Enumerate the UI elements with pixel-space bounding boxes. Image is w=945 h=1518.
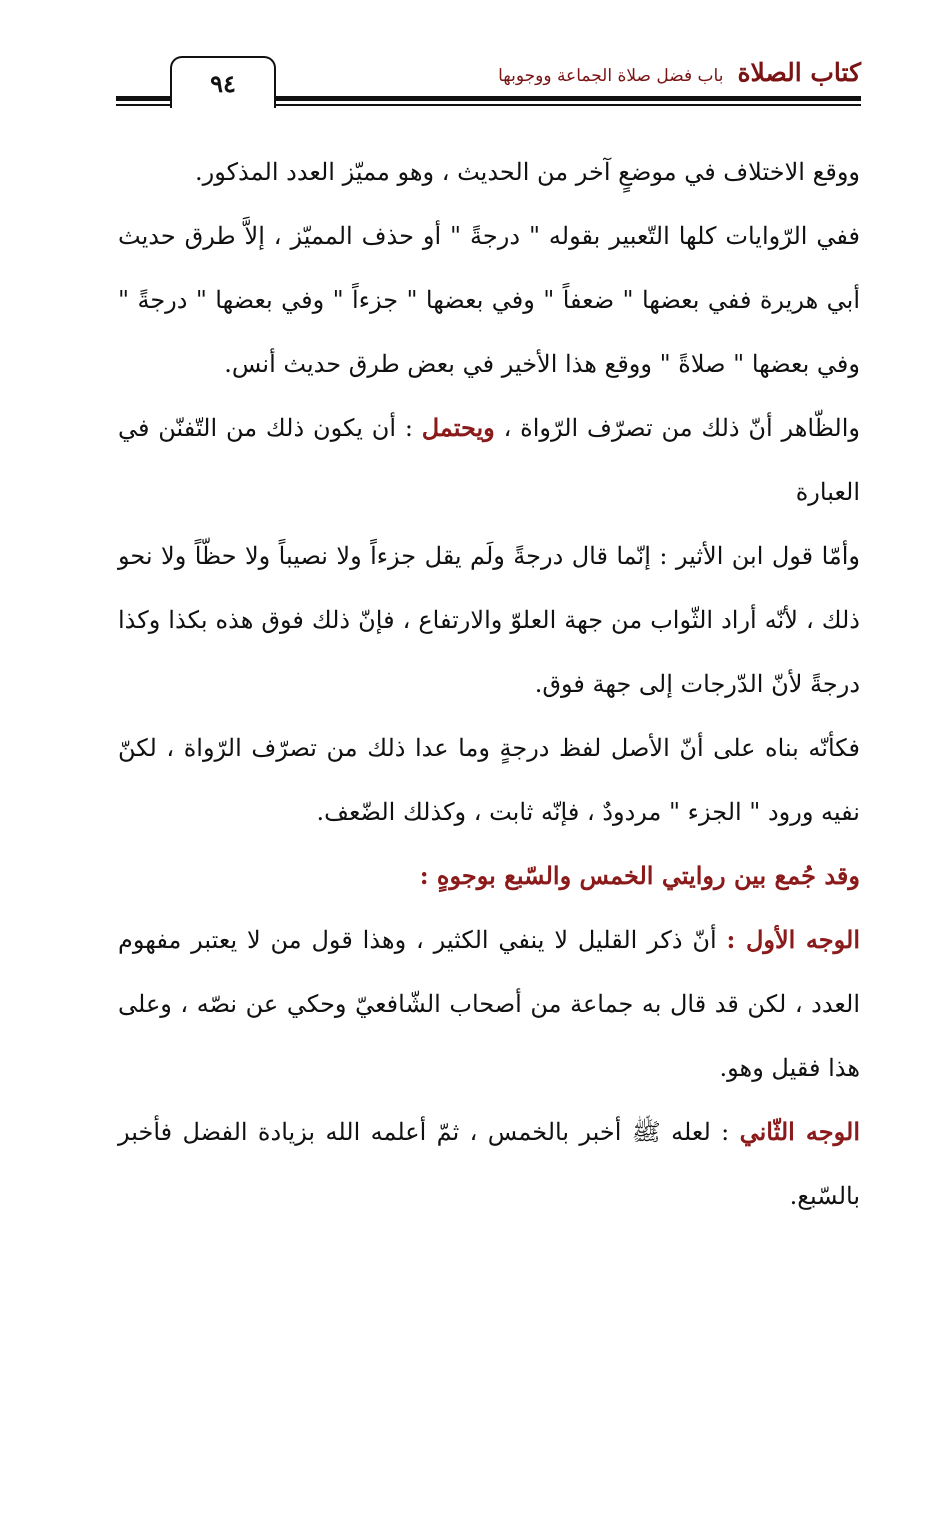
chapter-title: باب فضل صلاة الجماعة ووجوبها bbox=[498, 66, 724, 86]
paragraph-second-reason bbox=[118, 1100, 860, 1228]
second-reason-label: الوجه الثّاني bbox=[739, 1117, 861, 1146]
paragraph-3-after: : أن يكون ذلك من التّفنّن في العبارة bbox=[118, 414, 860, 506]
page-number: ٩٤ bbox=[170, 56, 276, 108]
first-reason-text: أنّ ذكر القليل لا ينفي الكثير ، وهذا قول من لا يعتبر مفهوم العدد ، لكن قد قال به جماعة من أصحاب الشّافعيّ وحكي عن نصّه ، وعلى هذا فقيل وهو. bbox=[118, 926, 860, 1082]
second-reason-text: : لعله ﷺ أخبر بالخمس ، ثمّ أعلمه الله بزيادة الفضل فأخبر بالسّبع. bbox=[118, 1118, 860, 1210]
page-header bbox=[116, 52, 861, 112]
page-body bbox=[118, 140, 860, 1228]
section-subheading: وقد جُمع بين روايتي الخمس والسّبع بوجوهٍ : bbox=[419, 861, 860, 890]
paragraph-2: ففي الرّوايات كلها التّعبير بقوله " درجةً " أو حذف المميّز ، إلاَّ طرق حديث أبي هريرة ففي بعضها " ضعفاً " وفي بعضها " جزءاً " وفي بعضها " درجةً " وفي بعضها " صلاةً " ووقع هذا الأخير في بعض طرق حديث أنس. bbox=[118, 222, 860, 378]
paragraph-first-reason bbox=[118, 908, 860, 1100]
header-titles bbox=[498, 58, 861, 87]
paragraph-1: ووقع الاختلاف في موضعٍ آخر من الحديث ، وهو مميّز العدد المذكور. bbox=[195, 158, 860, 186]
paragraph-3-before: والظّاهر أنّ ذلك من تصرّف الرّواة ، bbox=[494, 414, 860, 442]
book-title: كتاب الصلاة bbox=[737, 58, 861, 87]
paragraph-5: فكأنّه بناه على أنّ الأصل لفظ درجةٍ وما عدا ذلك من تصرّف الرّواة ، لكنّ نفيه ورود " الجزء " مردودٌ ، فإنّه ثابت ، وكذلك الضّعف. bbox=[118, 734, 860, 826]
paragraph-3 bbox=[118, 396, 860, 524]
first-reason-label: الوجه الأول : bbox=[726, 925, 860, 954]
paragraph-4: وأمّا قول ابن الأثير : إنّما قال درجةً ولَم يقل جزءاً ولا نصيباً ولا حظّاً ولا نحو ذلك ، لأنّه أراد الثّواب من جهة العلوّ والارتفاع ، فإنّ ذلك فوق هذه بكذا وكذا درجةً لأنّ الدّرجات إلى جهة فوق. bbox=[118, 542, 860, 698]
highlight-term: ويحتمل bbox=[421, 413, 495, 442]
